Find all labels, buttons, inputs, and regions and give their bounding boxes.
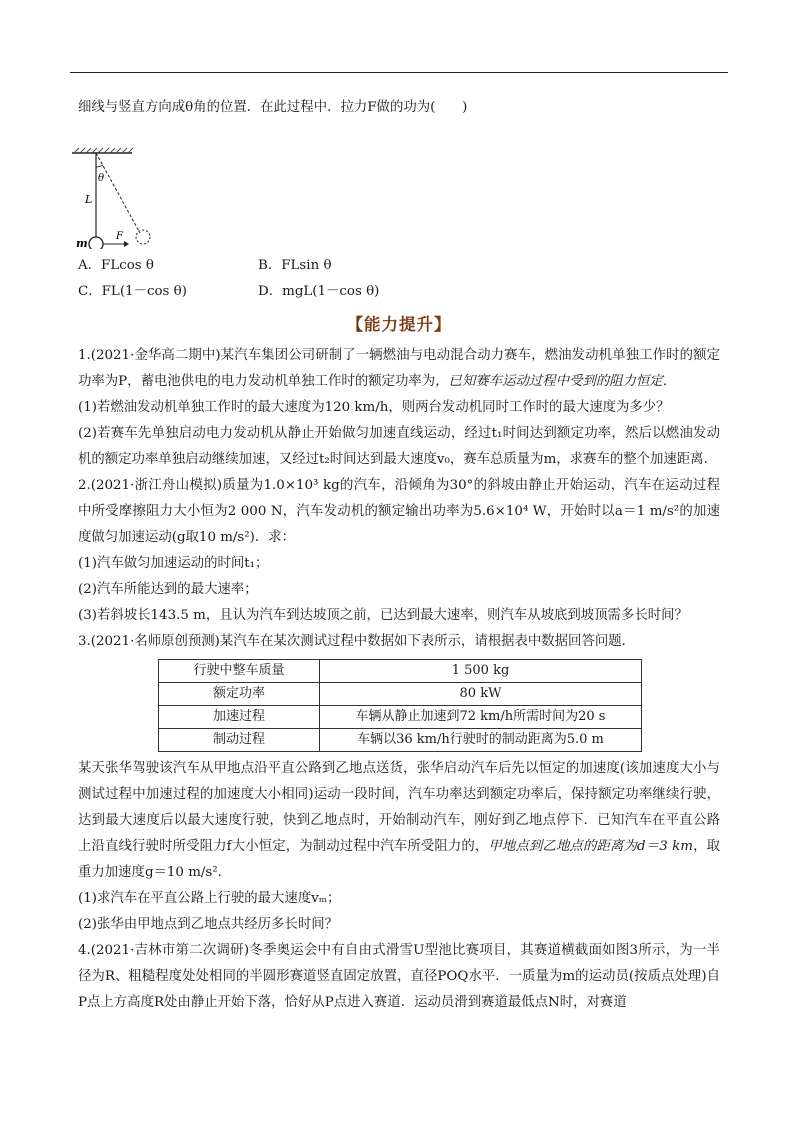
q3-sub2: (2)张华由甲地点到乙地点共经历多长时间？ [78, 917, 338, 932]
option-b[interactable]: B．FLsin θ [258, 258, 332, 273]
q3-body: 某天张华驾驶该汽车从甲地点沿平直公路到乙地点送货，张华启动汽车后先以恒定的加速度(该加速度大小与测试过程中加速过程的加速度大小相同)运动一段时间，汽车功率达到额定功率后，保持额定功率继续行驶，达到最大速度后以最大速度行驶，快到乙地点时，开始制动汽车，刚好到乙地点停下．已知汽车在平直公路上沿直线行驶时所受阻力f大小恒定，为制动过程中汽车所受阻力的，甲地点到乙地点的距离为d＝3 km，取重力加速度g＝10 m/s²． [78, 761, 720, 880]
answer-options [78, 253, 720, 305]
table-row: 加速过程 车辆从静止加速到72 km/h所需时间为20 s [159, 706, 642, 729]
q2-sub2: (2)汽车所能达到的最大速率； [78, 582, 258, 597]
option-c[interactable]: C．FL(1－cos θ) [78, 284, 187, 299]
table-row: 额定功率 80 kW [159, 683, 642, 706]
table-row: 行驶中整车质量 1 500 kg [159, 660, 642, 683]
content [78, 95, 720, 1016]
question-intro: 细线与竖直方向成θ角的位置．在此过程中．拉力F做的功为( ) [78, 100, 468, 115]
pendulum-diagram [72, 123, 232, 249]
mass-label: m [76, 237, 88, 249]
length-label: L [85, 193, 93, 206]
pendulum-figure [78, 123, 720, 249]
option-a[interactable]: A．FLcos θ [78, 258, 154, 273]
q1-sub1: (1)若燃油发动机单独工作时的最大速度为120 km/h，则两台发动机同时工作时的最大速度为多少？ [78, 400, 670, 415]
q2-sub3: (3)若斜坡长143.5 m，且认为汽车到达坡顶之前，已达到最大速率，则汽车从坡底到坡顶需多长时间？ [78, 608, 688, 623]
option-d[interactable]: D．mgL(1－cos θ) [258, 284, 380, 299]
q2-stem: 2.(2021·浙江舟山模拟)质量为1.0×10³ kg的汽车，沿倾角为30°的斜坡由静止开始运动，汽车在运动过程中所受摩擦阻力大小恒为2 000 N，汽车发动机的额定输出功率为5.6×10⁴ W，开始时以a＝1 m/s²的加速度做匀加速运动(g取10 m/s²)．求： [78, 478, 720, 545]
section-heading: 【能力提升】 [346, 315, 452, 334]
q1-sub2: (2)若赛车先单独启动电力发动机从静止开始做匀加速直线运动，经过t₁时间达到额定功率，然后以燃油发动机的额定功率单独启动继续加速，又经过t₂时间达到最大速度v₀，赛车总质量为m，求赛车的整个加速距离． [78, 426, 720, 467]
q1-stem: 1.(2021·金华高二期中)某汽车集团公司研制了一辆燃油与电动混合动力赛车，燃油发动机单独工作时的额定功率为P，蓄电池供电的电力发动机单独工作时的额定功率为，已知赛车运动过程中受到的阻力恒定． [78, 348, 720, 389]
displaced-bob [136, 230, 150, 244]
theta-label: θ [98, 173, 105, 184]
q3-stem: 3.(2021·名师原创预测)某汽车在某次测试过程中数据如下表所示，请根据表中数据回答问题． [78, 634, 636, 649]
q4-stem: 4.(2021·吉林市第二次调研)冬季奥运会中有自由式滑雪U型池比赛项目，其赛道横截面如图3所示，为一半径为R、粗糙程度处处相同的半圆形赛道竖直固定放置，直径POQ水平．一质量为m的运动员(按质点处理)自P点上方高度R处由静止开始下落，恰好从P点进入赛道．运动员滑到赛道最低点N时，对赛道 [78, 943, 720, 1010]
q2-sub1: (1)汽车做匀加速运动的时间t₁； [78, 556, 269, 571]
q3-sub1: (1)求汽车在平直公路上行驶的最大速度vₘ； [78, 891, 341, 906]
test-data-table [158, 659, 642, 752]
table-row: 制动过程 车辆以36 km/h行驶时的制动距离为5.0 m [159, 729, 642, 752]
force-label: F [116, 231, 123, 242]
pendulum-bob [89, 237, 103, 249]
top-rule [70, 72, 728, 73]
